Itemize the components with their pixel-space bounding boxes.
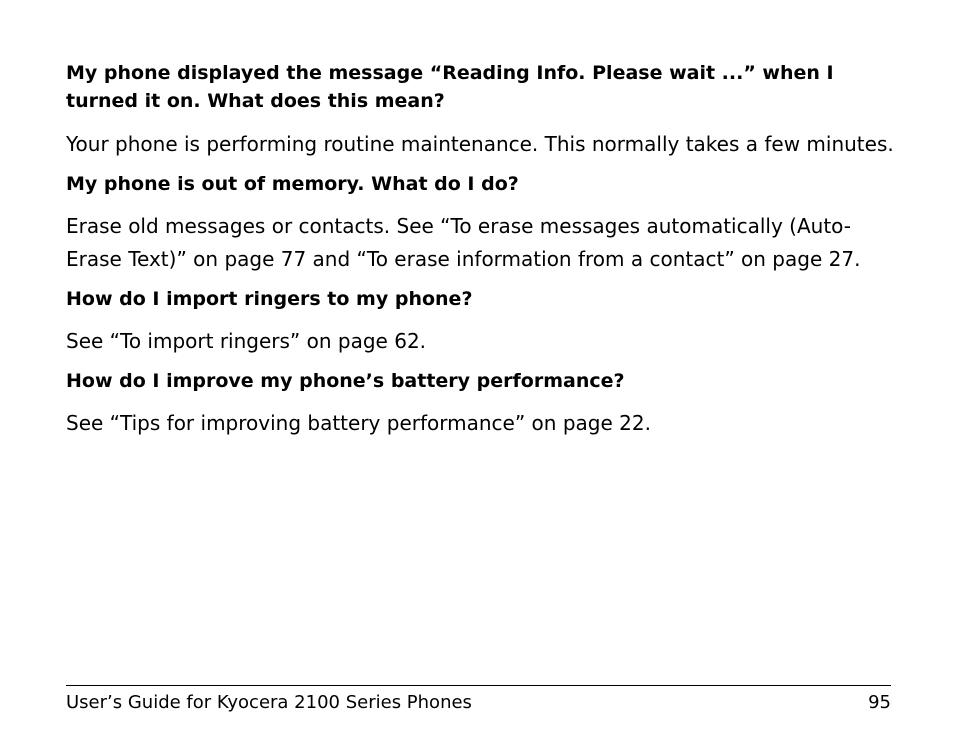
- footer-title: User’s Guide for Kyocera 2100 Series Phones: [66, 692, 472, 713]
- footer-divider: [66, 685, 891, 686]
- faq-question: How do I improve my phone’s battery performance?: [66, 370, 625, 392]
- page-footer: [66, 690, 891, 716]
- faq-section: [66, 59, 896, 440]
- page-number: 95: [868, 692, 891, 713]
- faq-question: My phone is out of memory. What do I do?: [66, 173, 519, 195]
- faq-answer: See “To import ringers” on page 62.: [66, 329, 427, 353]
- faq-answer: See “Tips for improving battery performance” on page 22.: [66, 411, 651, 435]
- faq-answer: Erase old messages or contacts. See “To erase messages automatically (Auto-Erase Text)” on page 77 and “To erase information from a contact” on page 27.: [66, 214, 861, 271]
- faq-question: How do I import ringers to my phone?: [66, 288, 473, 310]
- faq-question: My phone displayed the message “Reading Info. Please wait ...” when I turned it on. What does this mean?: [66, 62, 834, 112]
- faq-answer: Your phone is performing routine maintenance. This normally takes a few minutes.: [66, 132, 894, 156]
